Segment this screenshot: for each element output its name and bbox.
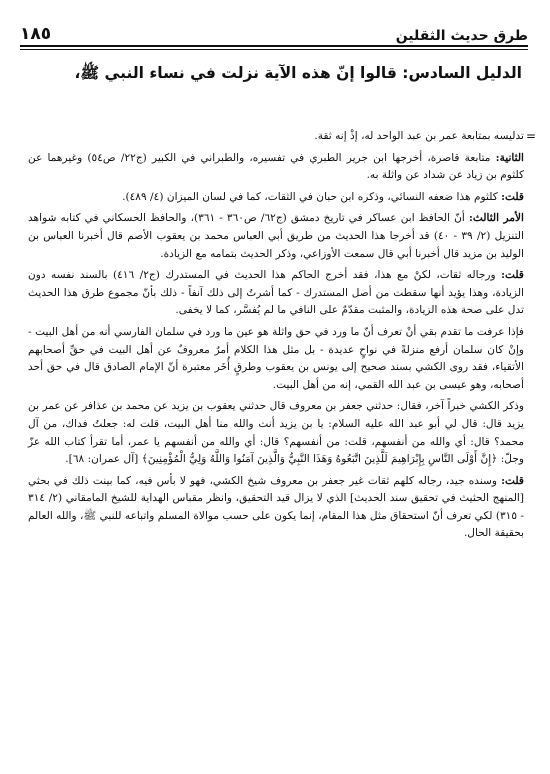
footnote-paragraph (28, 210, 524, 263)
paragraph-lead: الأمر الثالث: (468, 212, 524, 225)
header-rule (20, 45, 528, 50)
paragraph-text: وذكر الكشي خبراً آخر، فقال: حدثني جعفر بن معروف قال حدثني يعقوب بن يزيد عن محمد بن عذافر عن عمر بن يزيد قال: قال لي أبو عبد الله عليه السلام: يا بن يزيد أنت والله منا أهل البيت، قلت له: جعلتُ فداك، من آل محمد؟ قال: أي والله من أنفسهم، قلت: من أنفسهم؟ قال: أي والله من أنفسهم يا عمر، أما تقرأ كتاب الله عزّ وجلّ: ﴿إِنَّ أَوْلَى النَّاسِ بِإِبْرَاهِيمَ لَلَّذِينَ اتَّبَعُوهُ وَهَذَا النَّبِيُّ وَالَّذِينَ آمَنُوا وَاللَّهُ وَلِيُّ الْمُؤْمِنِينَ﴾ [آل عمران: ٦٨]. (28, 400, 524, 466)
paragraph-lead: قلت: (501, 190, 524, 203)
footnote-paragraph (28, 398, 524, 468)
footnote-paragraph (28, 189, 524, 207)
footnote-continuation-marker: = (525, 129, 536, 143)
footnote-paragraph (28, 473, 524, 543)
paragraph-lead: قلت: (501, 474, 524, 487)
footnote-paragraph (28, 150, 524, 185)
paragraph-text: فإذا عرفت ما تقدم بقي أنْ تعرف أنّ ما ورد في حق واثلة هو عين ما ورد في سلمان الفارسي أنه من أهل البيت - وإنْ كان سلمان أرفع منزلةً في نواحٍ عديدة - بل مثل هذا الكلام أمرٌ معروفٌ عن أهل البيت في حقِّ أصحابهم الأتقياء، فقد روى الكشي بسند صحيح إلى يونس بن يعقوب وطرقٍ أُخَر معتبرة أنّ الإمام الصادق قال في حق أحد أصحابه، وهو عيسى بن عبد الله القمي، إنه من أهل البيت. (28, 325, 524, 391)
footnote-paragraph (28, 128, 536, 146)
paragraph-lead: قلت: (501, 269, 524, 282)
paragraph-text: تدليسه بمتابعة عمر بن عبد الواحد له، إذْ إنه ثقة. (314, 130, 524, 142)
paragraph-text: ورجاله ثقات، لكنْ مع هذا، فقد أخرج الحاكم هذا الحديث في المستدرك (ج٢/ ٤١٦) بالسند نفسه دون الزيادة، وهذا يؤيد أنها سقطت من أصل المستدرك - كما أشرتُ إلى ذلك آنفاً - ذلك بأنّ مجموع طرق هذا الحديث تدل على صحة هذه الزيادة، والمثبت مقدّمٌ على النافي ما لم يُفسَّر، كما لا يخفى. (28, 269, 524, 317)
footnote-paragraph (28, 267, 524, 320)
footnote-paragraph (28, 324, 524, 394)
footnote-block (27, 128, 536, 547)
page-number: ١٨٥ (20, 24, 52, 44)
section-heading: الدليل السادس: قالوا إنّ هذه الآية نزلت في نساء النبي ﷺ، (74, 64, 522, 82)
paragraph-lead: الثانية: (495, 151, 524, 164)
paragraph-text: أنّ الحافظ ابن عساكر في تاريخ دمشق (ج٦٢/ ص٣٦٠ - ٣٦١)، والحافظ الحسكاني في كتابه شواهد التنزيل (٢/ ٣٩ - ٤٠) قد أخرجا هذا الحديث من طريق أبي العباس محمد بن يعقوب الأصم قال أخبرنا العباس بن الوليد بن مزيد قال أخبرنا أبي قال سمعت الأوزاعي، وذكر الحديث بتمامه مع الزيادة. (28, 212, 524, 260)
running-title: طرق حديث الثقلين (395, 28, 528, 44)
paragraph-text: وسنده جيد، رجاله كلهم ثقات غير جعفر بن معروف شيخ الكشي، فهو لا بأس فيه، كما بينت ذلك في بحثي [المنهج الحثيث في تحقيق سند الحديث] الذي لا يزال قيد التحقيق، وانظر مقباس الهداية للشيخ المامقاني (٢/ ٣١٤ - ٣١٥) لكي تعرف أنّ استحقاق مثل هذا المقام، إنما يكون على حسب موالاة المسلم واتباعه للنبي ﷺ، والله العالم بحقيقة الحال. (27, 474, 524, 540)
paragraph-text: متابعة قاصرة، أخرجها ابن جرير الطبري في تفسيره، والطبراني في الكبير (ج٢٢/ ص٥٤) وغيرهما عن كلثوم بن زياد عن شداد عن واثلة به. (28, 151, 524, 182)
paragraph-text: كلثوم هذا ضعفه النسائي، وذكره ابن حبان في الثقات، كما في لسان الميزان (٤/ ٤٨٩). (122, 190, 502, 203)
running-header (20, 18, 528, 44)
